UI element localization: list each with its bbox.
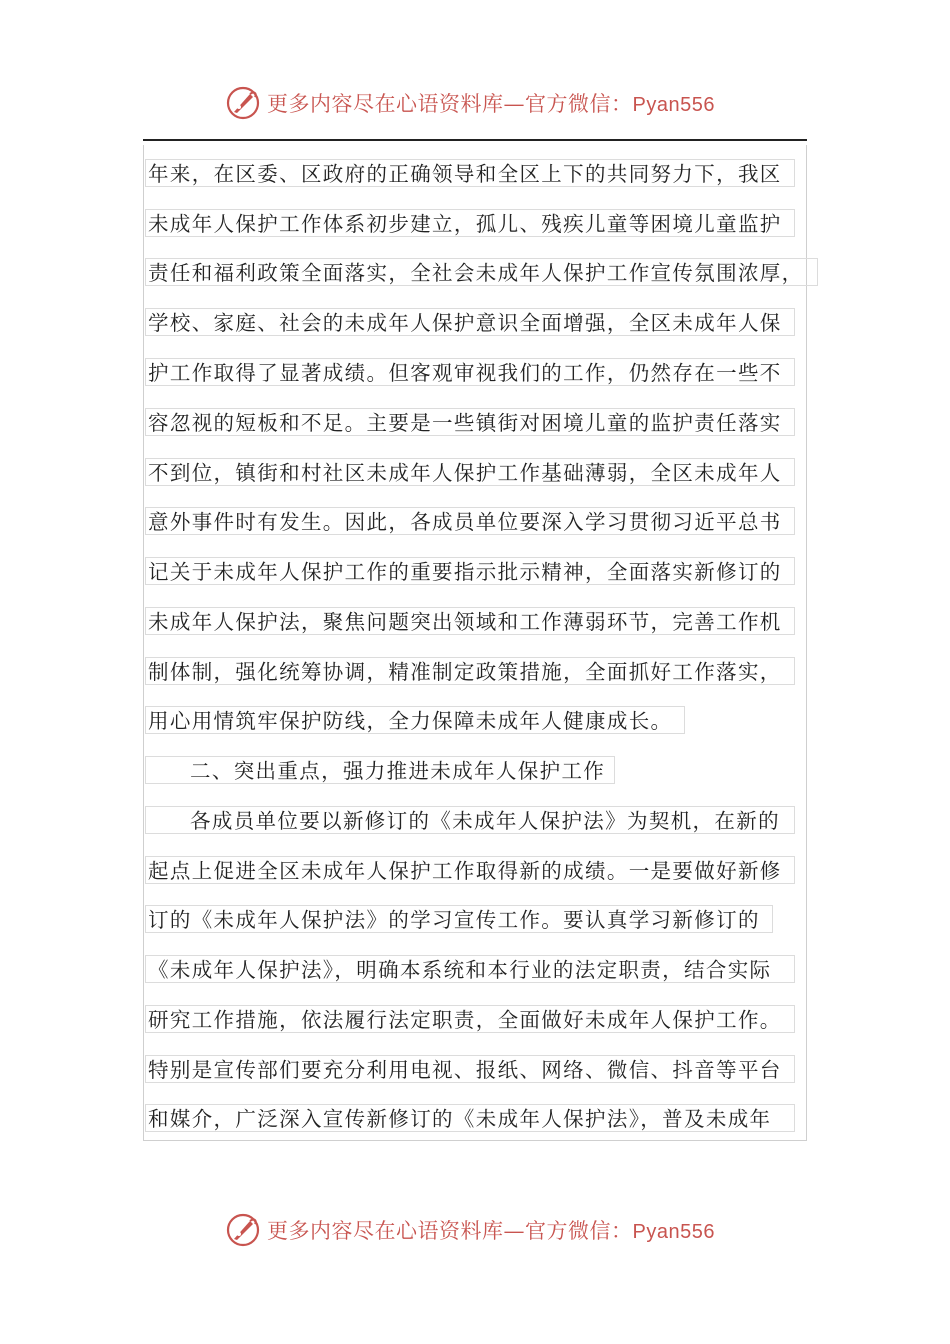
text-line: 责任和福利政策全面落实，全社会未成年人保护工作宣传氛围浓厚， — [145, 258, 818, 286]
quill-logo-icon — [225, 85, 261, 121]
section-heading: 二、突出重点，强力推进未成年人保护工作 — [145, 756, 615, 784]
text-line: 学校、家庭、社会的未成年人保护意识全面增强，全区未成年人保 — [145, 308, 795, 336]
text-line: 制体制，强化统筹协调，精准制定政策措施，全面抓好工作落实， — [145, 657, 795, 685]
text-frame — [143, 145, 807, 1141]
text-line: 《未成年人保护法》，明确本系统和本行业的法定职责，结合实际 — [145, 955, 795, 983]
banner-label: 更多内容尽在心语资料库—官方微信： — [267, 92, 633, 116]
header-rule — [143, 139, 807, 141]
text-line: 记关于未成年人保护工作的重要指示批示精神，全面落实新修订的 — [145, 557, 795, 585]
text-line: 护工作取得了显著成绩。但客观审视我们的工作，仍然存在一些不 — [145, 358, 795, 386]
text-line: 容忽视的短板和不足。主要是一些镇街对困境儿童的监护责任落实 — [145, 408, 795, 436]
text-line: 各成员单位要以新修订的《未成年人保护法》为契机，在新的 — [145, 806, 795, 834]
text-line: 用心用情筑牢保护防线，全力保障未成年人健康成长。 — [145, 706, 685, 734]
text-line: 未成年人保护法，聚焦问题突出领域和工作薄弱环节，完善工作机 — [145, 607, 795, 635]
banner-text — [267, 88, 715, 118]
text-line: 研究工作措施，依法履行法定职责，全面做好未成年人保护工作。 — [145, 1005, 795, 1033]
banner-wechat-id: Pyan556 — [632, 94, 715, 116]
text-line: 不到位，镇街和村社区未成年人保护工作基础薄弱，全区未成年人 — [145, 458, 795, 486]
text-line: 起点上促进全区未成年人保护工作取得新的成绩。一是要做好新修 — [145, 856, 795, 884]
banner-wechat-id: Pyan556 — [632, 1221, 715, 1243]
quill-logo-icon — [225, 1212, 261, 1248]
text-line: 意外事件时有发生。因此，各成员单位要深入学习贯彻习近平总书 — [145, 507, 795, 535]
text-line: 年来，在区委、区政府的正确领导和全区上下的共同努力下，我区 — [145, 159, 795, 187]
banner-text — [267, 1215, 715, 1245]
footer-banner — [225, 1210, 745, 1250]
banner-label: 更多内容尽在心语资料库—官方微信： — [267, 1219, 633, 1243]
text-line: 订的《未成年人保护法》的学习宣传工作。要认真学习新修订的 — [145, 905, 773, 933]
text-line: 特别是宣传部们要充分利用电视、报纸、网络、微信、抖音等平台 — [145, 1055, 795, 1083]
text-line: 未成年人保护工作体系初步建立，孤儿、残疾儿童等困境儿童监护 — [145, 209, 795, 237]
header-banner — [225, 83, 745, 123]
text-line: 和媒介，广泛深入宣传新修订的《未成年人保护法》，普及未成年 — [145, 1104, 795, 1132]
